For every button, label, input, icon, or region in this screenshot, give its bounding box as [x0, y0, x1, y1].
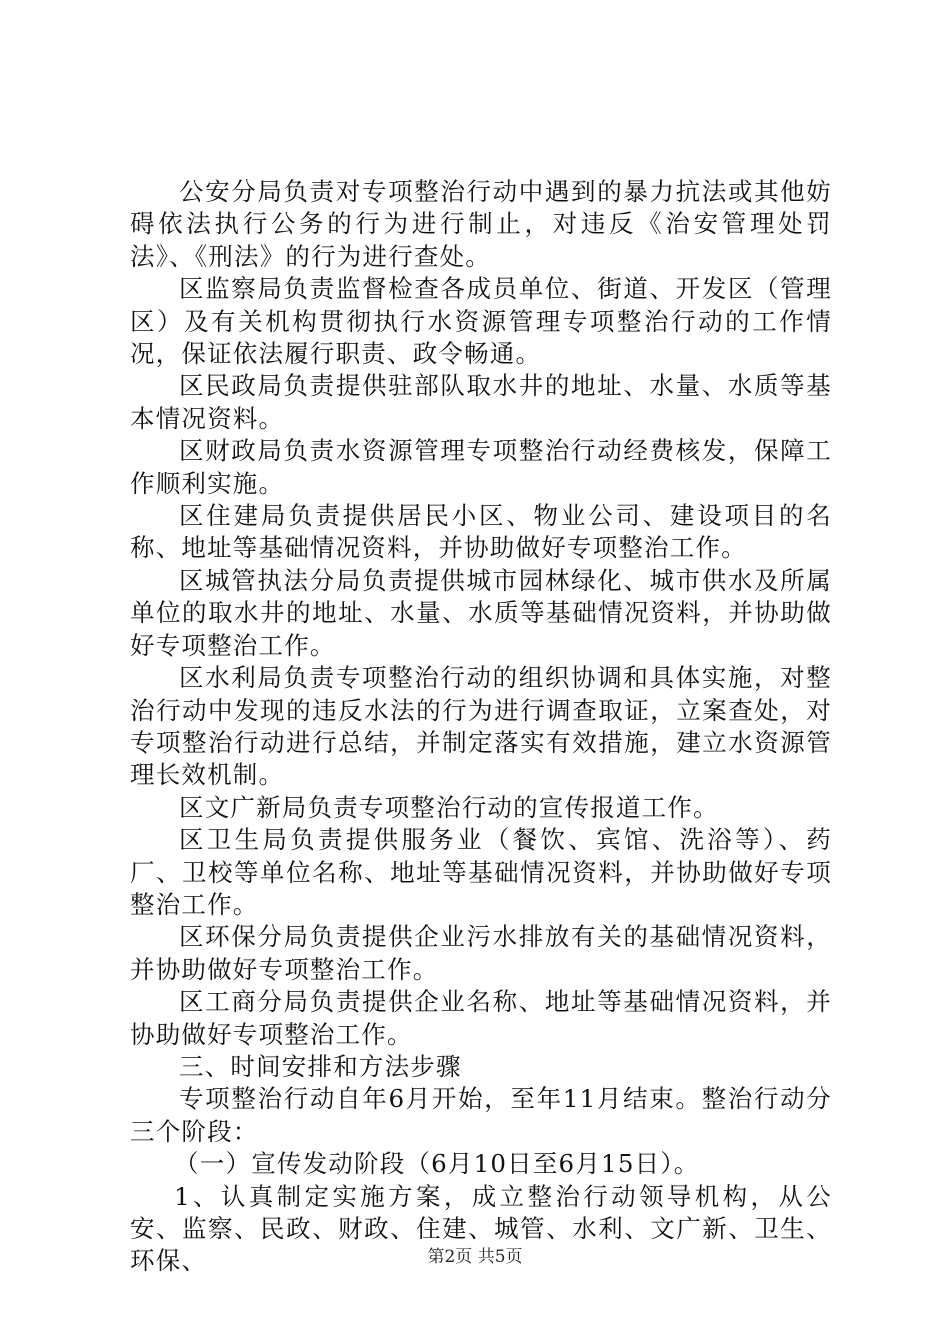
paragraph-industry-commerce: 区工商分局负责提供企业名称、地址等基础情况资料，并协助做好专项整治工作。 [130, 987, 832, 1049]
paragraph-public-security: 公安分局负责对专项整治行动中遇到的暴力抗法或其他妨碍依法执行公务的行为进行制止，对违反《治安管理处罚法》、《刑法》的行为进行查处。 [130, 177, 832, 271]
paragraph-urban-management: 区城管执法分局负责提供城市园林绿化、城市供水及所属单位的取水井的地址、水量、水质等基础情况资料，并协助做好专项整治工作。 [130, 565, 832, 660]
paragraph-health: 区卫生局负责提供服务业（餐饮、宾馆、洗浴等）、药厂、卫校等单位名称、地址等基础情况资料，并协助做好专项整治工作。 [130, 825, 832, 919]
document-body [130, 176, 832, 1278]
page-number-footer: 第2页 共5页 [427, 1247, 523, 1267]
section-heading-schedule: 三、时间安排和方法步骤 [179, 1051, 462, 1081]
paragraph-finance: 区财政局负责水资源管理专项整治行动经费核发，保障工作顺利实施。 [130, 436, 832, 498]
paragraph-schedule-overview: 专项整治行动自年6月开始，至年11月结束。整治行动分三个阶段： [130, 1084, 832, 1146]
paragraph-environment: 区环保分局负责提供企业污水排放有关的基础情况资料，并协助做好专项整治工作。 [130, 922, 832, 984]
paragraph-civil-affairs: 区民政局负责提供驻部队取水井的地址、水量、水质等基本情况资料。 [130, 371, 832, 433]
paragraph-stage-one-item-1: 1、认真制定实施方案，成立整治行动领导机构，从公安、监察、民政、财政、住建、城管、水利、文广新、卫生、环保、 [130, 1181, 832, 1276]
paragraph-water-resources: 区水利局负责专项整治行动的组织协调和具体实施，对整治行动中发现的违反水法的行为进行调查取证，立案查处，对专项整治行动进行总结，并制定落实有效措施，建立水资源管理长效机制。 [130, 663, 832, 790]
subheading-stage-one: （一）宣传发动阶段（6月10日至6月15日）。 [174, 1149, 700, 1179]
paragraph-culture-media: 区文广新局负责专项整治行动的宣传报道工作。 [179, 792, 719, 822]
paragraph-supervision: 区监察局负责监督检查各成员单位、街道、开发区（管理区）及有关机构贯彻执行水资源管理专项整治行动的工作情况，保证依法履行职责、政令畅通。 [130, 274, 832, 369]
paragraph-housing-construction: 区住建局负责提供居民小区、物业公司、建设项目的名称、地址等基础情况资料，并协助做好专项整治工作。 [130, 501, 832, 563]
